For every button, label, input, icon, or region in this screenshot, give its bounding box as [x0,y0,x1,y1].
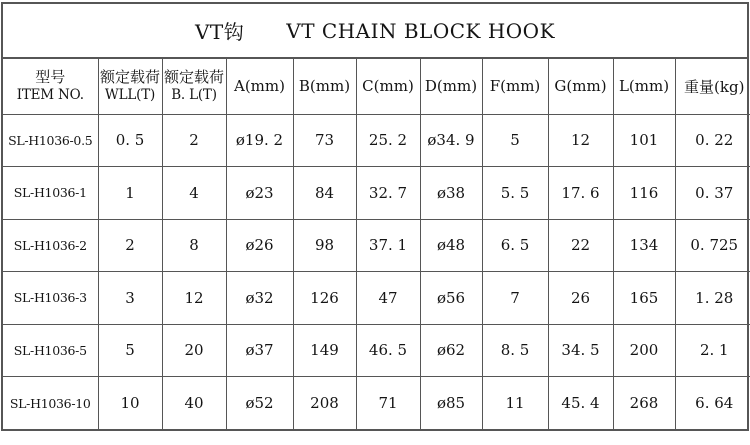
table-cell: ø38 [420,167,482,220]
table-cell: 0. 37 [675,167,750,220]
table-cell: 73 [293,114,356,167]
table-cell: ø52 [226,377,293,430]
table-cell: 71 [356,377,420,430]
cell-item-no: SL-H1036-3 [3,272,98,325]
table-row [3,377,750,430]
table-cell: 11 [482,377,548,430]
table-cell: 20 [162,324,226,377]
table-cell: 40 [162,377,226,430]
table-cell: ø56 [420,272,482,325]
cell-item-no: SL-H1036-1 [3,167,98,220]
table-cell: 98 [293,219,356,272]
table-cell: ø48 [420,219,482,272]
sheet-title [3,4,747,59]
table-cell: 200 [613,324,675,377]
table-cell: 17. 6 [548,167,613,220]
table-cell: 134 [613,219,675,272]
table-cell: 5 [98,324,162,377]
table-cell: 101 [613,114,675,167]
col-header-weight: 重量(kg) [675,59,750,114]
col-header-wll: 额定载荷 WLL(T) [98,59,162,114]
table-cell: 6. 64 [675,377,750,430]
table-cell: 165 [613,272,675,325]
col-header-item-no: 型号 ITEM NO. [3,59,98,114]
table-cell: 0. 725 [675,219,750,272]
table-cell: 3 [98,272,162,325]
table-cell: 149 [293,324,356,377]
table-cell: 5. 5 [482,167,548,220]
table-cell: 34. 5 [548,324,613,377]
table-cell: 7 [482,272,548,325]
col-header-a: A(mm) [226,59,293,114]
table-cell: 126 [293,272,356,325]
table-cell: 84 [293,167,356,220]
table-cell: 0. 22 [675,114,750,167]
table-cell: 12 [548,114,613,167]
table-cell: 5 [482,114,548,167]
spec-sheet [1,2,749,431]
table-cell: 1 [98,167,162,220]
table-cell: 47 [356,272,420,325]
table-cell: ø23 [226,167,293,220]
table-cell: 37. 1 [356,219,420,272]
table-cell: 32. 7 [356,167,420,220]
cell-item-no: SL-H1036-5 [3,324,98,377]
cell-item-no: SL-H1036-10 [3,377,98,430]
header-row [3,59,750,114]
col-header-d: D(mm) [420,59,482,114]
table-cell: 4 [162,167,226,220]
table-cell: 6. 5 [482,219,548,272]
table-row [3,219,750,272]
table-cell: 25. 2 [356,114,420,167]
table-cell: 46. 5 [356,324,420,377]
table-cell: ø37 [226,324,293,377]
table-cell: 45. 4 [548,377,613,430]
col-header-g: G(mm) [548,59,613,114]
table-cell: 2. 1 [675,324,750,377]
table-cell: ø32 [226,272,293,325]
table-cell: ø62 [420,324,482,377]
title-chinese: VT钩 [194,20,245,44]
table-row [3,167,750,220]
table-cell: 22 [548,219,613,272]
table-row [3,272,750,325]
table-row [3,114,750,167]
table-cell: 2 [162,114,226,167]
table-cell: ø19. 2 [226,114,293,167]
table-cell: 8 [162,219,226,272]
table-cell: 26 [548,272,613,325]
col-header-bl: 额定载荷 B. L(T) [162,59,226,114]
table-row [3,324,750,377]
col-header-f: F(mm) [482,59,548,114]
table-cell: 268 [613,377,675,430]
table-cell: ø26 [226,219,293,272]
col-header-l: L(mm) [613,59,675,114]
table-cell: 8. 5 [482,324,548,377]
spec-table [3,59,750,429]
table-cell: 208 [293,377,356,430]
table-cell: 1. 28 [675,272,750,325]
col-header-c: C(mm) [356,59,420,114]
col-header-b: B(mm) [293,59,356,114]
table-cell: 10 [98,377,162,430]
table-cell: ø34. 9 [420,114,482,167]
table-header [3,59,750,114]
table-cell: 116 [613,167,675,220]
table-body [3,114,750,429]
table-cell: 2 [98,219,162,272]
cell-item-no: SL-H1036-0.5 [3,114,98,167]
table-cell: 0. 5 [98,114,162,167]
cell-item-no: SL-H1036-2 [3,219,98,272]
table-cell: 12 [162,272,226,325]
table-cell: ø85 [420,377,482,430]
title-english: VT CHAIN BLOCK HOOK [286,18,556,43]
